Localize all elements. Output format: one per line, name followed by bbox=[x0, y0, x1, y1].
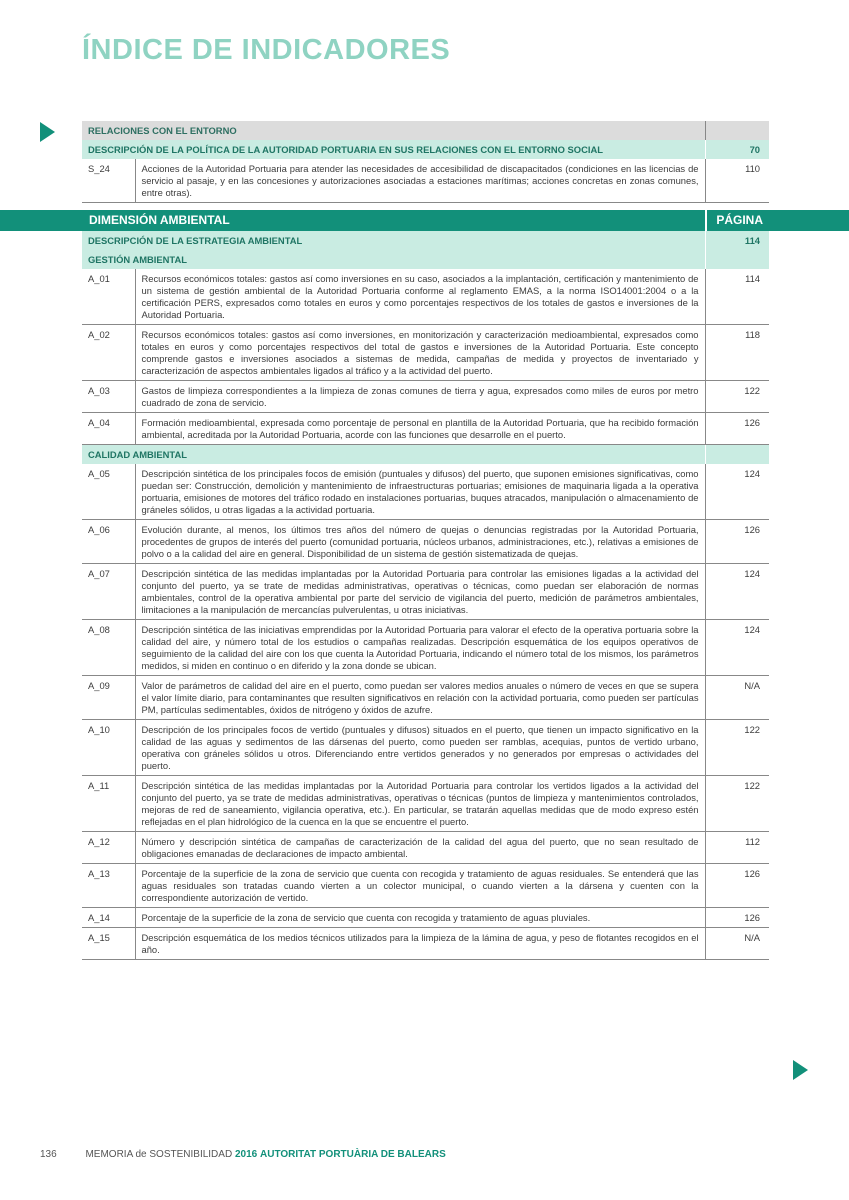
strategy-row bbox=[82, 231, 769, 250]
indicator-code: A_12 bbox=[82, 832, 135, 864]
indicator-description: Evolución durante, al menos, los últimos tres años del número de quejas o denuncias registradas por la Autoridad Portuaria, procedentes de grupos de interés del puerto (comunidad portuaria, núcleos urbanos, administraciones, etc.), relativas a emisiones de polvo o a la calidad del aire en general. Disponibilidad de un sistema de gestión sistematizada de quejas. bbox=[135, 520, 705, 564]
indicator-page: 124 bbox=[705, 620, 769, 676]
indicator-description: Porcentaje de la superficie de la zona de servicio que cuenta con recogida y tratamiento de aguas pluviales. bbox=[135, 908, 705, 928]
indicator-code: A_11 bbox=[82, 776, 135, 832]
indicator-code: A_01 bbox=[82, 269, 135, 325]
indicator-code: A_09 bbox=[82, 676, 135, 720]
table-row bbox=[82, 381, 769, 413]
subsection-page: 70 bbox=[705, 140, 769, 159]
indicator-description: Valor de parámetros de calidad del aire en el puerto, como puedan ser valores medios anuales o número de veces en que se supera el valor límite diario, para contaminantes que resulten significativos en relación con la actividad portuaria, como pueden ser partículas PM, partículas sedimentables, óxidos de nitrógeno y óxidos de azufre. bbox=[135, 676, 705, 720]
gestion-header-row bbox=[82, 250, 769, 269]
report-year: 2016 bbox=[234, 1149, 258, 1160]
indicator-code: A_05 bbox=[82, 464, 135, 520]
calidad-label: CALIDAD AMBIENTAL bbox=[82, 445, 705, 465]
indicator-description: Descripción sintética de los principales focos de emisión (puntuales y difusos) del puerto, que suponen emisiones significativas, como puedan ser: Construcción, demolición y mantenimiento de infraestructuras portuarias; emisiones de maquinaria ligada a la operativa portuaria, emisiones de motores del tráfico rodado en instalaciones portuarias, buques atracados, manipulación o almacenamiento de gráneles sólidos, u otras ligadas a la actividad portuaria. bbox=[135, 464, 705, 520]
indicator-page: 112 bbox=[705, 832, 769, 864]
indicator-code: A_10 bbox=[82, 720, 135, 776]
table-row bbox=[82, 464, 769, 520]
dimension-title: DIMENSIÓN AMBIENTAL bbox=[89, 213, 230, 227]
table-row bbox=[82, 720, 769, 776]
indicator-code: A_08 bbox=[82, 620, 135, 676]
table-row bbox=[82, 776, 769, 832]
footer bbox=[40, 1149, 446, 1160]
indicator-description: Descripción sintética de las iniciativas emprendidas por la Autoridad Portuaria para valorar el efecto de la operativa portuaria sobre la calidad del aire, y número total de los estudios o campañas realizadas. Descripción esquemática de los equipos operativos de seguimiento de la calidad del aire con los que cuenta la Autoridad Portuaria, indicando el número total de los mismos, los parámetros medidos, si miden en continuo o en diferido y la zona donde se ubican. bbox=[135, 620, 705, 676]
indicator-code: A_06 bbox=[82, 520, 135, 564]
table-row bbox=[82, 269, 769, 325]
strategy-page: 114 bbox=[705, 231, 769, 250]
table-row bbox=[82, 908, 769, 928]
section-label: RELACIONES CON EL ENTORNO bbox=[82, 121, 705, 140]
indicator-description: Descripción sintética de las medidas implantadas por la Autoridad Portuaria para controlar las emisiones ligadas a la actividad del conjunto del puerto, ya se trate de medidas administrativas, operativas o técnicas, como puedan ser elaboración de normas ambientales, control de la operativa ambiental por parte del servicio de vigilancia del puerto, medición de parámetros ambientales, limitaciones a la manipulación de mercancías pulverulentas, u otras iniciativas. bbox=[135, 564, 705, 620]
page-title: ÍNDICE DE INDICADORES bbox=[82, 34, 451, 66]
indicator-description: Acciones de la Autoridad Portuaria para atender las necesidades de accesibilidad de discapacitados (condiciones en las licencias de servicio al pasaje, y en las concesiones y autorizaciones asociadas a estaciones marítimas; acciones concretas en zonas comunes, entre otras). bbox=[135, 159, 705, 203]
indicator-page: 122 bbox=[705, 720, 769, 776]
calidad-header-row bbox=[82, 445, 769, 465]
indicator-page: 124 bbox=[705, 464, 769, 520]
indicator-page: 118 bbox=[705, 325, 769, 381]
indicator-description: Gastos de limpieza correspondientes a la limpieza de zonas comunes de tierra y agua, expresados como miles de euros por metro cuadrado de zona de servicio. bbox=[135, 381, 705, 413]
organization-name: AUTORITAT PORTUÀRIA DE BALEARS bbox=[260, 1149, 446, 1160]
strategy-label: DESCRIPCIÓN DE LA ESTRATEGIA AMBIENTAL bbox=[82, 231, 705, 250]
indicator-code: A_14 bbox=[82, 908, 135, 928]
indicator-code: A_03 bbox=[82, 381, 135, 413]
table-row bbox=[82, 159, 769, 203]
indicator-description: Recursos económicos totales: gastos así como inversiones, en monitorización y caracterización medioambiental, expresados como totales en euros y como porcentajes respectivos del total de gastos e inversiones de la Autoridad Portuaria. Este concepto comprende gastos e inversiones asociados a sistemas de medida, campañas de medida y proyectos de inventariado y caracterización de aspectos ambientales ligados al tráfico y a la actividad del puerto. bbox=[135, 325, 705, 381]
table-row bbox=[82, 325, 769, 381]
ambiental-table bbox=[82, 231, 769, 960]
indicator-description: Descripción sintética de las medidas implantadas por la Autoridad Portuaria para controlar los vertidos ligados a la actividad del conjunto del puerto, ya se trate de medidas administrativas, operativas o técnicas (puntos de limpieza y mantenimientos controlados, mejoras de red de saneamiento, vigilancia operativa, etc.). En particular, se tratarán aquellas medidas que de modo expreso estén reflejadas en el plan hidrológico de la cuenca en la que se encuentre el puerto. bbox=[135, 776, 705, 832]
table-row bbox=[82, 564, 769, 620]
indicator-code: A_07 bbox=[82, 564, 135, 620]
table-row bbox=[82, 620, 769, 676]
indicator-description: Número y descripción sintética de campañas de caracterización de la calidad del agua del puerto, que no sean resultado de obligaciones emanadas de declaraciones de impacto ambiental. bbox=[135, 832, 705, 864]
indicator-page: 122 bbox=[705, 381, 769, 413]
indicator-page: 126 bbox=[705, 908, 769, 928]
table-row bbox=[82, 928, 769, 960]
indicator-page: 126 bbox=[705, 864, 769, 908]
indicator-code: S_24 bbox=[82, 159, 135, 203]
subsection-label: DESCRIPCIÓN DE LA POLÍTICA DE LA AUTORIDAD PORTUARIA EN SUS RELACIONES CON EL ENTORNO SOCIAL bbox=[82, 140, 705, 159]
indicator-description: Porcentaje de la superficie de la zona de servicio que cuenta con recogida y tratamiento de aguas residuales. Se entenderá que las aguas residuales son tratadas cuando vierten a un colector municipal, o cuando vierten a la dársena y cuenten con la correspondiente autorización de vertido. bbox=[135, 864, 705, 908]
page-number: 136 bbox=[40, 1149, 57, 1160]
indicator-code: A_15 bbox=[82, 928, 135, 960]
indicator-page: 110 bbox=[705, 159, 769, 203]
indicator-description: Descripción de los principales focos de vertido (puntuales y difusos) situados en el puerto, que tienen un impacto significativo en la calidad de las aguas y sedimentos de las dársenas del puerto, como pueden ser ramblas, acequias, puntos de vertido urbano, operativa con gráneles sólidos u otros. Diferenciando entre vertidos generados y no generados por empresas o actividades del puerto. bbox=[135, 720, 705, 776]
indicator-page: 126 bbox=[705, 520, 769, 564]
indicator-page: N/A bbox=[705, 928, 769, 960]
table-row bbox=[82, 520, 769, 564]
indicator-page: 122 bbox=[705, 776, 769, 832]
indicator-page: 126 bbox=[705, 413, 769, 445]
table-row bbox=[82, 413, 769, 445]
indicator-page: 124 bbox=[705, 564, 769, 620]
table-row bbox=[82, 864, 769, 908]
arrow-right-icon bbox=[40, 122, 55, 142]
page-column-label: PÁGINA bbox=[716, 213, 763, 227]
indicator-code: A_04 bbox=[82, 413, 135, 445]
indicator-description: Recursos económicos totales: gastos así como inversiones en su caso, asociados a la implantación, certificación y mantenimiento de un sistema de gestión ambiental de la Autoridad Portuaria conforme al reglamento EMAS, a la norma ISO14001:2004 o a la certificación PERS, expresados como totales en euros y como porcentajes respectivos de los totales de gastos e inversiones de la Autoridad Portuaria. bbox=[135, 269, 705, 325]
indicator-description: Descripción esquemática de los medios técnicos utilizados para la limpieza de la lámina de agua, y peso de flotantes recogidos en el año. bbox=[135, 928, 705, 960]
report-name: MEMORIA de SOSTENIBILIDAD bbox=[85, 1149, 233, 1160]
table-row bbox=[82, 832, 769, 864]
indicator-page: N/A bbox=[705, 676, 769, 720]
table-row bbox=[82, 676, 769, 720]
section-header-row bbox=[82, 121, 769, 140]
relaciones-table bbox=[82, 121, 769, 203]
indicator-code: A_13 bbox=[82, 864, 135, 908]
next-page-arrow-icon bbox=[793, 1060, 808, 1080]
indicator-code: A_02 bbox=[82, 325, 135, 381]
subsection-row bbox=[82, 140, 769, 159]
gestion-label: GESTIÓN AMBIENTAL bbox=[82, 250, 705, 269]
indicator-page: 114 bbox=[705, 269, 769, 325]
indicator-description: Formación medioambiental, expresada como porcentaje de personal en plantilla de la Autoridad Portuaria, que ha recibido formación ambiental, acreditada por la Autoridad Portuaria, acorde con las funciones que desarrolle en el puerto. bbox=[135, 413, 705, 445]
